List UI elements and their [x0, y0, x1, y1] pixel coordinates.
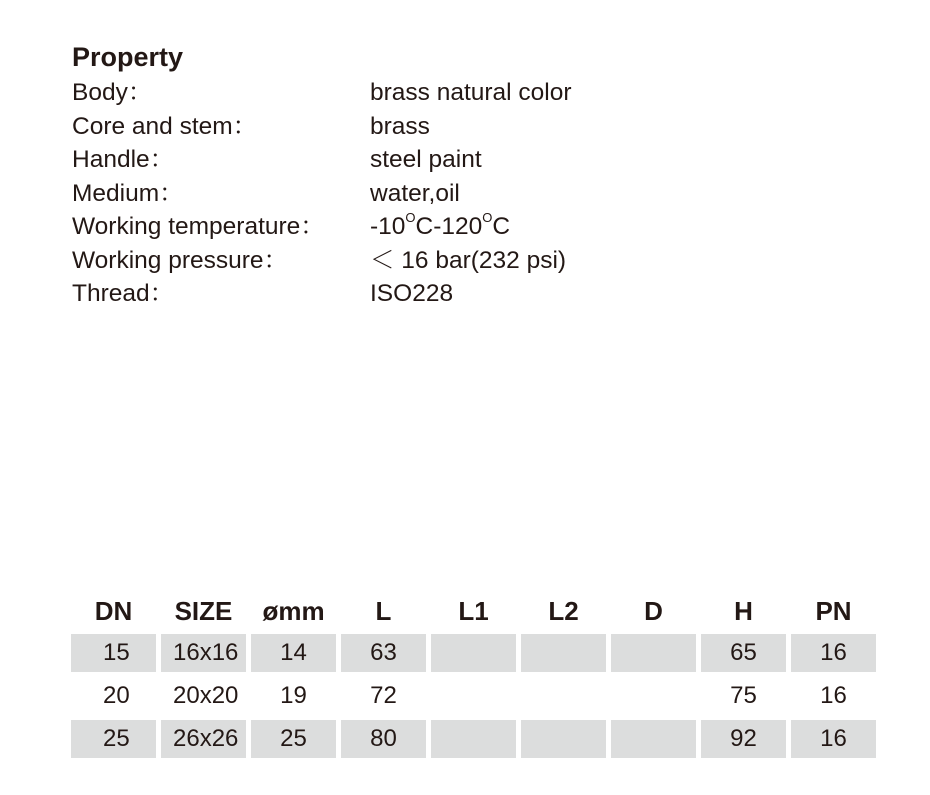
- property-row-core-stem: [72, 110, 632, 144]
- column-header-pn: PN: [815, 595, 852, 626]
- temperature-max: C-120: [415, 213, 483, 240]
- table-cell: 16: [791, 634, 876, 672]
- table-cell: 15: [71, 634, 156, 672]
- table-cell: [521, 720, 606, 758]
- column-header-h: H: [734, 595, 753, 626]
- table-row: [71, 677, 876, 715]
- dimension-table: [66, 588, 881, 763]
- column-header-l2: L2: [548, 595, 579, 626]
- property-label: Body：: [72, 79, 153, 106]
- column-header-diameter-mm: ømm: [262, 595, 325, 626]
- property-label: Thread：: [72, 280, 175, 307]
- table-cell: 63: [341, 634, 426, 672]
- property-row-working-temperature: [72, 210, 632, 244]
- table-cell: [611, 677, 696, 715]
- table-cell: [521, 634, 606, 672]
- table-cell: 16: [791, 720, 876, 758]
- table-cell: 25: [251, 720, 336, 758]
- property-label: Working pressure：: [72, 246, 289, 274]
- table-cell: 72: [370, 682, 397, 709]
- column-header-d: D: [644, 595, 663, 626]
- table-cell: [431, 720, 516, 758]
- property-label: Working temperature：: [72, 213, 325, 240]
- property-heading: Property: [72, 42, 184, 72]
- property-value: steel paint: [370, 146, 482, 173]
- table-cell: 20x20: [173, 682, 239, 709]
- table-cell: 14: [251, 634, 336, 672]
- degree-mark: O: [405, 209, 416, 225]
- property-label: Core and stem：: [72, 112, 258, 140]
- table-cell: 19: [280, 682, 307, 709]
- table-cell: 80: [341, 720, 426, 758]
- property-section: [72, 40, 632, 311]
- table-cell: 16: [820, 682, 847, 709]
- property-value: brass: [370, 112, 430, 140]
- table-cell: 16x16: [161, 634, 246, 672]
- column-header-dn: DN: [94, 595, 133, 626]
- property-label: Handle：: [72, 146, 175, 173]
- table-row: [71, 634, 876, 672]
- property-row-thread: [72, 277, 632, 311]
- table-cell: 20: [103, 682, 130, 709]
- table-cell: 92: [701, 720, 786, 758]
- table-cell: 26x26: [161, 720, 246, 758]
- table-cell: 25: [71, 720, 156, 758]
- table-cell: [611, 720, 696, 758]
- table-cell: 65: [701, 634, 786, 672]
- table-cell: 75: [730, 682, 757, 709]
- property-value: [370, 210, 510, 244]
- property-row-body: [72, 76, 632, 110]
- table-cell: [521, 677, 606, 715]
- column-header-size: SIZE: [174, 595, 233, 626]
- table-cell: [611, 634, 696, 672]
- table-row: [71, 720, 876, 758]
- property-value: water,oil: [370, 179, 460, 207]
- temperature-unit: C: [492, 213, 511, 240]
- property-value: ＜ 16 bar(232 psi): [370, 246, 567, 274]
- table-cell: [431, 634, 516, 672]
- property-row-working-pressure: [72, 244, 632, 278]
- property-value: brass natural color: [370, 79, 572, 106]
- table-header-row: [71, 593, 876, 629]
- property-value: ISO228: [370, 280, 454, 307]
- property-label: Medium：: [72, 179, 184, 207]
- property-row-medium: [72, 177, 632, 211]
- column-header-l1: L1: [458, 595, 489, 626]
- property-row-handle: [72, 143, 632, 177]
- column-header-l: L: [375, 595, 392, 626]
- temperature-min: -10: [370, 213, 406, 240]
- table-cell: [431, 677, 516, 715]
- degree-mark: O: [482, 209, 493, 225]
